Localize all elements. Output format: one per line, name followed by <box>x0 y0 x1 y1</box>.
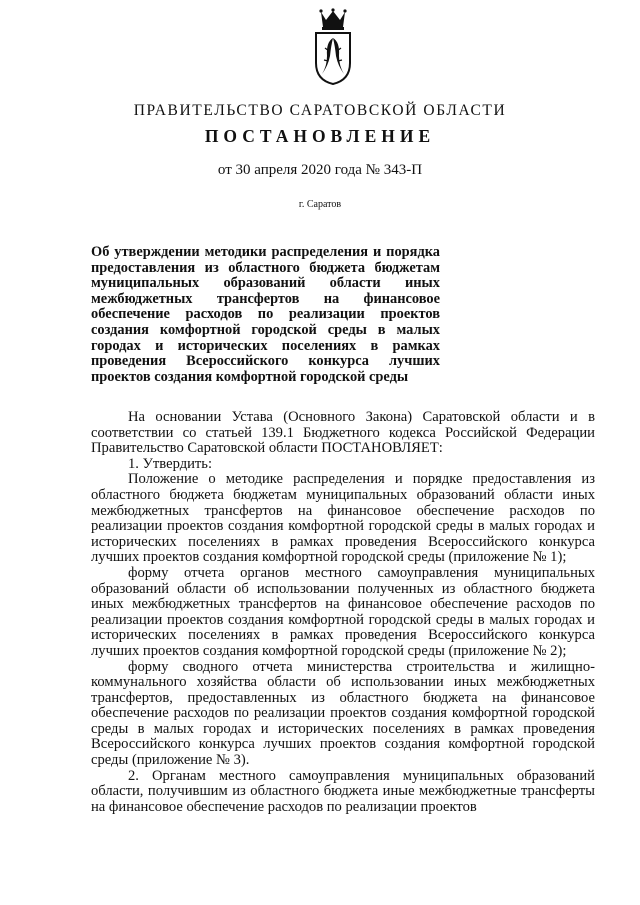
item-1-report-form-paragraph: форму отчета органов местного самоуправления муниципальных образований области об использовании полученных из областного бюджета иных межбюджетных трансфертов на финансовое обеспечение расходов по реализации проектов создания комфортной городской среды в малых городах и исторических поселениях в рамках проведения Всероссийского конкурса лучших проектов создания комфортной городской среды (приложение № 2); <box>91 564 595 659</box>
item-1-paragraph: 1. Утвердить: <box>128 455 213 472</box>
item-1-summary-form-paragraph: форму сводного отчета министерства строительства и жилищно-коммунального хозяйства области об использовании иных межбюджетных трансфертов, предоставленных из областного бюджета на финансовое обеспечение расходов по реализации проектов создания комфортной городской среды в малых городах и исторических поселениях в рамках проведения Всероссийского конкурса лучших проектов создания комфортной городской среды (приложение № 3). <box>91 658 595 769</box>
item-2-paragraph: 2. Органам местного самоуправления муниципальных образований области, получившим из областного бюджета иные межбюджетные трансферты на финансовое обеспечение расходов по реализации проектов <box>91 767 595 815</box>
saratov-oblast-coat-of-arms-icon <box>312 8 354 86</box>
document-body <box>91 410 595 815</box>
document-title: Об утверждении методики распределения и порядка предоставления из областного бюджета бюджетам муниципальных образований области иных межбюджетных трансфертов на финансовое обеспечение расходов по реализации проектов создания комфортной городской среды в малых городах и исторических поселениях в рамках проведения Всероссийского конкурса лучших проектов создания комфортной городской среды <box>91 244 440 385</box>
item-1-regulation-paragraph: Положение о методике распределения и порядке предоставления из областного бюджета бюджетам муниципальных образований области иных межбюджетных трансфертов на финансовое обеспечение расходов по реализации проектов создания комфортной городской среды в малых городах и исторических поселениях в рамках проведения Всероссийского конкурса лучших проектов создания комфортной городской среды (приложение № 1); <box>91 471 595 566</box>
document-date-number: от 30 апреля 2020 года № 343-П <box>217 162 423 178</box>
preamble-paragraph: На основании Устава (Основного Закона) Саратовской области и в соответствии со статьей 139.1 Бюджетного кодекса Российской Федерации Правительство Саратовской области ПОСТАНОВЛЯЕТ: <box>91 409 595 457</box>
document-city: г. Саратов <box>298 199 342 210</box>
document-type: ПОСТАНОВЛЕНИЕ <box>204 126 436 146</box>
government-name: ПРАВИТЕЛЬСТВО САРАТОВСКОЙ ОБЛАСТИ <box>133 102 507 119</box>
